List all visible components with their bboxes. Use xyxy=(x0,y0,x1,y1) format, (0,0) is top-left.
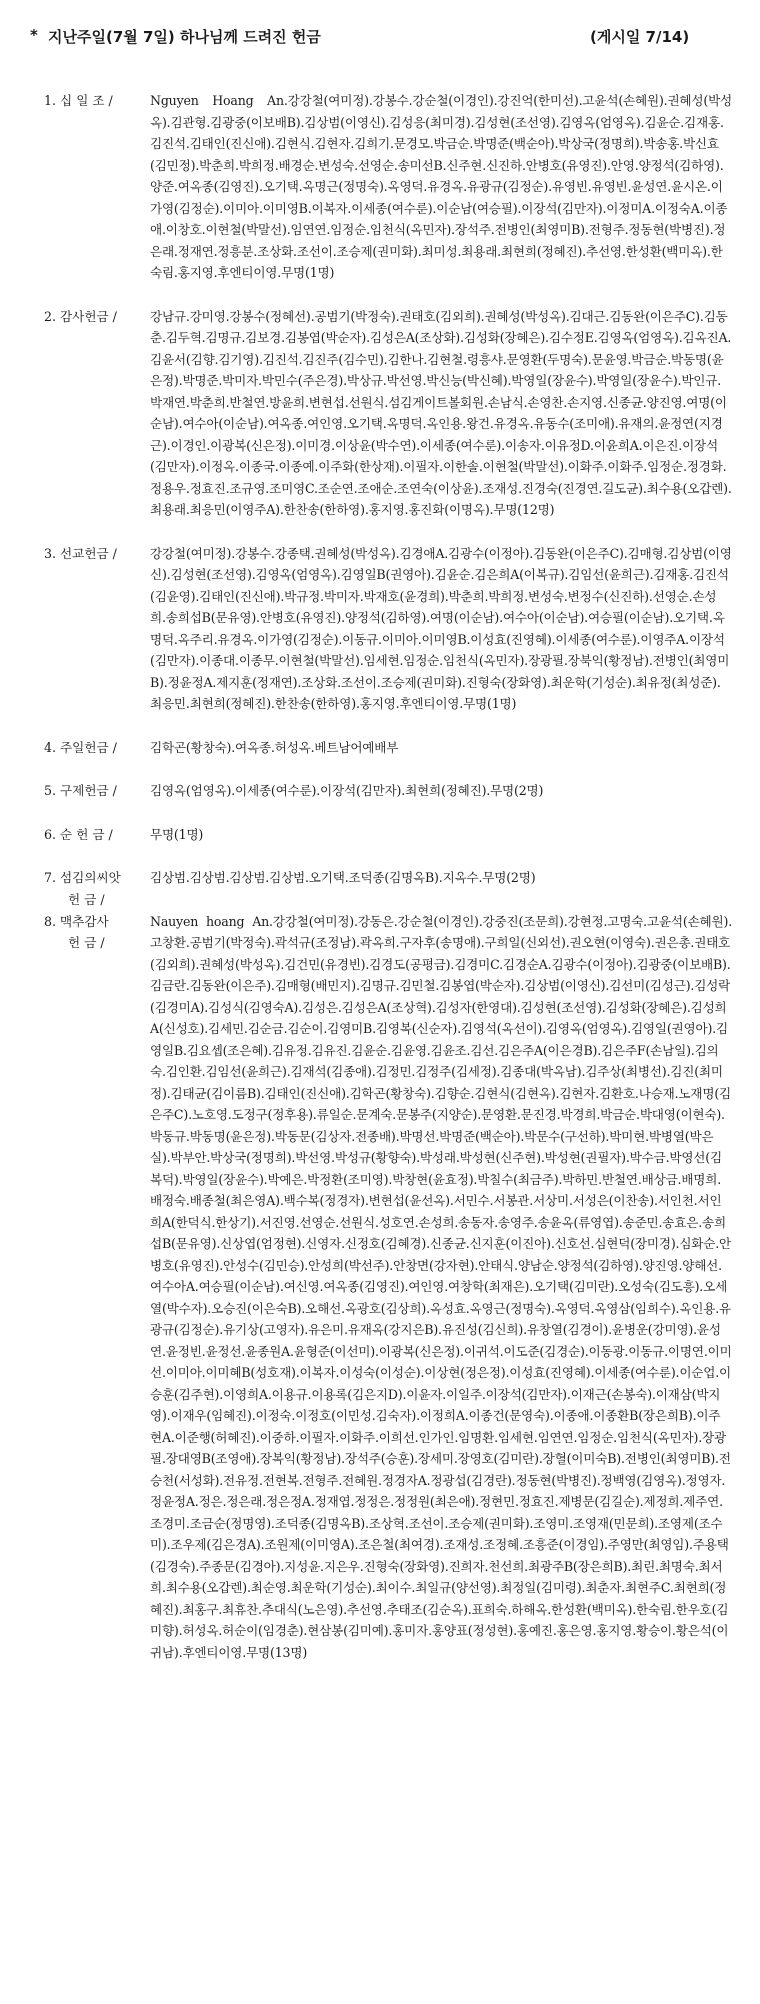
offering-label: 1. 십 일 조 / xyxy=(44,93,113,108)
offering-item-pure xyxy=(0,824,760,846)
offering-item-relief xyxy=(0,780,760,802)
page-title: 지난주일(7월 7일) 하나님께 드려진 헌금 xyxy=(48,28,321,46)
offering-label: 7. 섬김의씨앗 헌 금 / xyxy=(44,870,121,907)
offering-item-tithe xyxy=(0,90,760,284)
offering-label: 2. 감사헌금 / xyxy=(44,308,117,324)
page-header xyxy=(30,26,730,56)
offering-donors: 강강철(여미정).강봉수.강종택.권혜성(박성옥).김경애A.김광수(이정아).김동완(이은주C).김매형.김상범(이영신).김성현(조선영).김영옥(엄영옥).김영일B(권영아).김윤순.김은희A(이복규).김임선(윤희근).김재홍.김진석(김윤영).김태인(진신애).박규정.박미자.박재호(윤경희).박춘희.박희정.변성숙.변정수(신진하).선영순.손성희.송희섭B(문유영).안병호(유영진).양정석(김하영).여명(이순남).여수아(이순남).여승필(이순남).오기택.옥명덕.옥주리.유경옥.이가영(김정순).이동규.이미아.이미영B.이성효(진영혜).이세종(여수룬).이영주A.이장석(김만자).이종대.이종무.이현철(박말선).임세현.임정순.임천식(옥민자).장광필.장북익(황정남).전병인(최영미B).정윤정A.제지훈(정재연).조상화.조선이.조승제(권미화).진형숙(장화영).최운학(기성순).최유정(최성준).최응민.최현희(정혜진).한찬송(한하영).홍지영.후엔티이영.무명(1명) xyxy=(150,545,732,711)
offering-item-sunday xyxy=(0,737,760,759)
offering-item-harvest xyxy=(0,911,760,1664)
offering-label: 6. 순 헌 금 / xyxy=(44,826,113,842)
offering-label: 3. 선교헌금 / xyxy=(44,545,117,561)
offering-donors: 김상범.김상범.김상범.김상범.오기택.조덕종(김명옥B).지옥수.무명(2명) xyxy=(150,870,536,885)
offering-donors: 김영옥(엄영옥).이세종(여수룬).이장석(김만자).최현희(정혜진).무명(2명) xyxy=(150,783,544,798)
header-bullet: * xyxy=(30,26,38,44)
offering-label: 8. 맥추감사 헌 금 / xyxy=(44,913,109,950)
offering-donors: 김학곤(황창숙).여옥종.허성옥.베트남어예배부 xyxy=(150,739,399,755)
offering-label: 5. 구제헌금 / xyxy=(44,783,117,798)
offering-donors: Nauyen hoang An.강강철(여미정).강동은.강순철(이경인).강중진(조문희).강현정.고명숙.고윤석(손혜원).고창환.공범기(박정숙).곽석규(조정남).곽옥희.구자후(송명애).구희일(신외선).권오현(이영숙).권은총.권태호(김외희).권혜성(박성옥).김건민(유경빈).김경도(공평금).김경미C.김경순A.김광수(이정아).김광중(이보배B).김금란.김동완(이은주).김매형(배민지).김명규.김민철.김봉엽(박순자).김상범(이영신).김선미(김성근).김성락(김경미A).김성식(김영숙A).김성은.김성은A(조상혁).김성자(한영대).김성현(조선영).김성화(장혜은).김성희A(신성호).김세민.김순금.김순이.김영미B.김영복(신순자).김영석(옥선이).김영옥(엄영옥).김영일(권영아).김영일B.김요셉(조은혜).김유정.김유진.김윤순.김윤영.김윤조.김선.김은주A(이은경B).김은주F(손남일).김의숙.김인환.김임선(윤희근).김재석(김종애).김정민.김정주(김세정).김종대(박옥남).김주상(최병선).김진(최미정).김태균(김이름B).김태인(진신애).김학곤(황창숙).김향순.김현식(김현옥).김현자.김환호.나승재.노재명(김은주C).노호영.도정구(정후용).류일순.문계숙.문봉주(지양순).문영환.문진경.박경희.박금순.박대영(이현숙).박동규.박동명(윤은정).박동문(김상자.전종배).박명선.박명준(백순아).박문수(구선하).박미현.박병열(박은실).박부안.박상국(정명희).박선영.박성규(황향숙).박성래.박성현(신주현).박성현(권필자).박수금.박영선(김복덕).박영일(장윤수).박예은.박정환(조미영).박창현(윤효정).박칠수(최금주).박하민.반철연.배상금.배명희.배정숙.배종철(최은영A).백수복(정경자).변현섭(윤선옥).서민수.서봉관.서상미.서성은(이찬송).서인천.서인희A(한덕식.한상기).서진영.선영순.선원식.성호연.손성희.송동자.송영주.송윤옥(류영엽).송준민.송효은.송희섭B(문유영).신상엽(엄정현).신영자.신정호(김혜경).신종균.신지훈(이진아).신호선.심현덕(장미경).심화순.안병호(유영진).안성수(김민승).안성희(박선주).안창면(강자현).안태식.양남순.양정석(김하영).양진영.양해선.여수아A.여승필(이순남).여신영.여옥종(김영진).여인영.여창학(최재은).오기택(김미란).오성숙(김도흥).오세열(박수자).오승진(이은숙B).오해선.옥광호(김상희).옥성효.옥영근(정명숙).옥영덕.옥영삼(임희수).옥인용.유광규(김정순).유기상(고영자).유은미.유재옥(강지은B).유진성(김신희).유창열(김경이).윤병운(강미영).윤성연.윤정빈.윤정선.윤종원A.윤형준(이선미).이광복(신은정).이귀석.이도준(김경순).이동광.이동규.이명연.이미선.이미아.이미혜B(성호재).이복자.이성숙(이성순).이상현(정은정).이성효(진영혜).이세종(여수룬).이순업.이승훈(김주현).이영희A.이용규.이용록(김은지D).이윤자.이일주.이장석(김만자).이재근(손봉숙).이재삼(박지영).이재우(임혜진).이정숙.이정호(이민성.김숙자).이정희A.이종건(문영숙).이종애.이종환B(장은희B).이주현A.이준행(허혜진).이중하.이필자.이화주.이희선.인가인.임명환.임세현.임연연.임정순.임천식(옥민자).장광필.장대영B(조영애).장복익(황정남).장석주(승훈).장세미.장영호(김미란).장혈(이미숙B).전병인(최영미B).전승천(서성화).전유정.전현복.전형주.전혜원.정경자A.정광섭(김경란).정동현(박병진).정백영(김영옥).정영자.정윤정A.정은.정은래.정은정A.정재엽.정정은.정정원(최은애).정현민.정효진.제병문(김길순).제정희.제주연.조경미.조금순(정명영).조덕종(김명옥B).조상혁.조선이.조승제(권미화).조영미.조영재(민문희).조영제(조수미).조우제(김은경A).조원제(이미영A).조은철(최여경).조재성.조정혜.조흥준(이경임).주영만(최영임).주용택(김경숙).주종문(김경아).지성윤.지은우.진형숙(장화영).진희자.천선희.최광주B(장은희B).최린.최명숙.최서희.최수용(오갑렌).최순영.최운학(기성순).최이수.최일규(양선영).최정일(김미령).최춘자.최현주C.최현희(정혜진).최홍구.최휴찬.추대식(노은영).추선영.추태조(김순옥).표희숙.하해옥.한성환(백미옥).한숙림.한우호(김미향).허성옥.허순이(임경춘).현삼봉(김미예).홍미자.홍양표(정성현).홍예진.홍은영.홍지영.황승이.황은석(이귀남).후엔티이영.무명(13명) xyxy=(150,913,732,1660)
offering-donors: 무명(1명) xyxy=(150,826,204,842)
offering-item-seed xyxy=(0,867,760,907)
offering-list xyxy=(0,90,760,1685)
offering-label: 4. 주일헌금 / xyxy=(44,739,117,755)
offering-item-mission xyxy=(0,543,760,715)
posted-date: (게시일 7/14) xyxy=(590,28,690,46)
offering-donors: 강남규.강미영.강봉수(정혜선).공범기(박정숙).권태호(김외희).권혜성(박성옥).김대근.김동완(이은주C).김동춘.김두혁.김명규.김보경.김봉엽(박순자).김성은A(조상화).김성화(장혜은).김수정E.김영옥(엄영옥).김옥진A.김윤서(김향.김기영).김진석.김진주(김수민).김한나.김현철.령흥샤.문영환(두명숙).문윤영.박금순.박동명(윤은정).박명준.박미자.박민수(주은경).박상규.박선영.박신능(박신혜).박영일(장윤수).박영일(장윤수).박인규.박재연.박춘희.반철연.방윤희.변현섭.선원식.섬김게이트볼회원.손남식.손영찬.손지영.신종균.양진영.여명(이순남).여수아(이순남).여옥종.여인영.오기택.옥명덕.옥인용.왕건.유경옥.유동수(조미애).유재의.윤정연(지경근).이경인.이광복(신은정).이미경.이상윤(박수연).이세종(여수룬).이송자.이유정D.이윤희A.이은진.이장석(김만자).이정옥.이종국.이종예.이주화(한상재).이필자.이한솔.이현철(박말선).이화주.이화주.임정순.정경화.정용우.정효진.조규영.조미영C.조순연.조애순.조연숙(이상윤).조재성.진경숙(진경연.길도균).최수용(오갑렌).최용래.최응민(이영주A).한찬송(한하영).홍지영.홍진화(이명옥).무명(12명) xyxy=(150,308,732,517)
offering-item-thanksgiving xyxy=(0,306,760,521)
offering-donors: Nguyen Hoang An.강강철(여미정).강봉수.강순철(이경인).강진억(한미선).고윤석(손혜원).권혜성(박성옥).김관형.김광중(이보배B).김상범(이영신).김성응(최미경).김성현(조선영).김영옥(엄영옥).김윤순.김재홍.김진석.김태인(진신애).김현식.김현자.김희기.문경모.박금순.박명준(백순아).박상국(정명희).박송홍.박신효(김민정).박춘희.박희정.배경순.변성숙.선영순.송미선B.신주현.신진하.안병호(유영진).안영.양정석(김하영).양준.여옥종(김영진).오기택.옥명근(정명숙).옥영덕.유경옥.유광규(김정순).유영빈.유영빈.윤성연.윤시온.이가영(김정순).이미아.이미영B.이복자.이세종(여수룬).이순남(여승필).이장석(김만자).이정미A.이정숙A.이종애.이창호.이현철(박말선).임연연.임정순.임천식(옥민자).장석주.전병인(최영미B).전형주.정동현(박병진).정은래.정재연.정흥분.조상화.조선이.조승제(권미화).최미성.최용래.최현희(정혜진).추선영.한성환(백미옥).한숙림.홍지영.후엔티이영.무명(1명) xyxy=(150,93,732,280)
